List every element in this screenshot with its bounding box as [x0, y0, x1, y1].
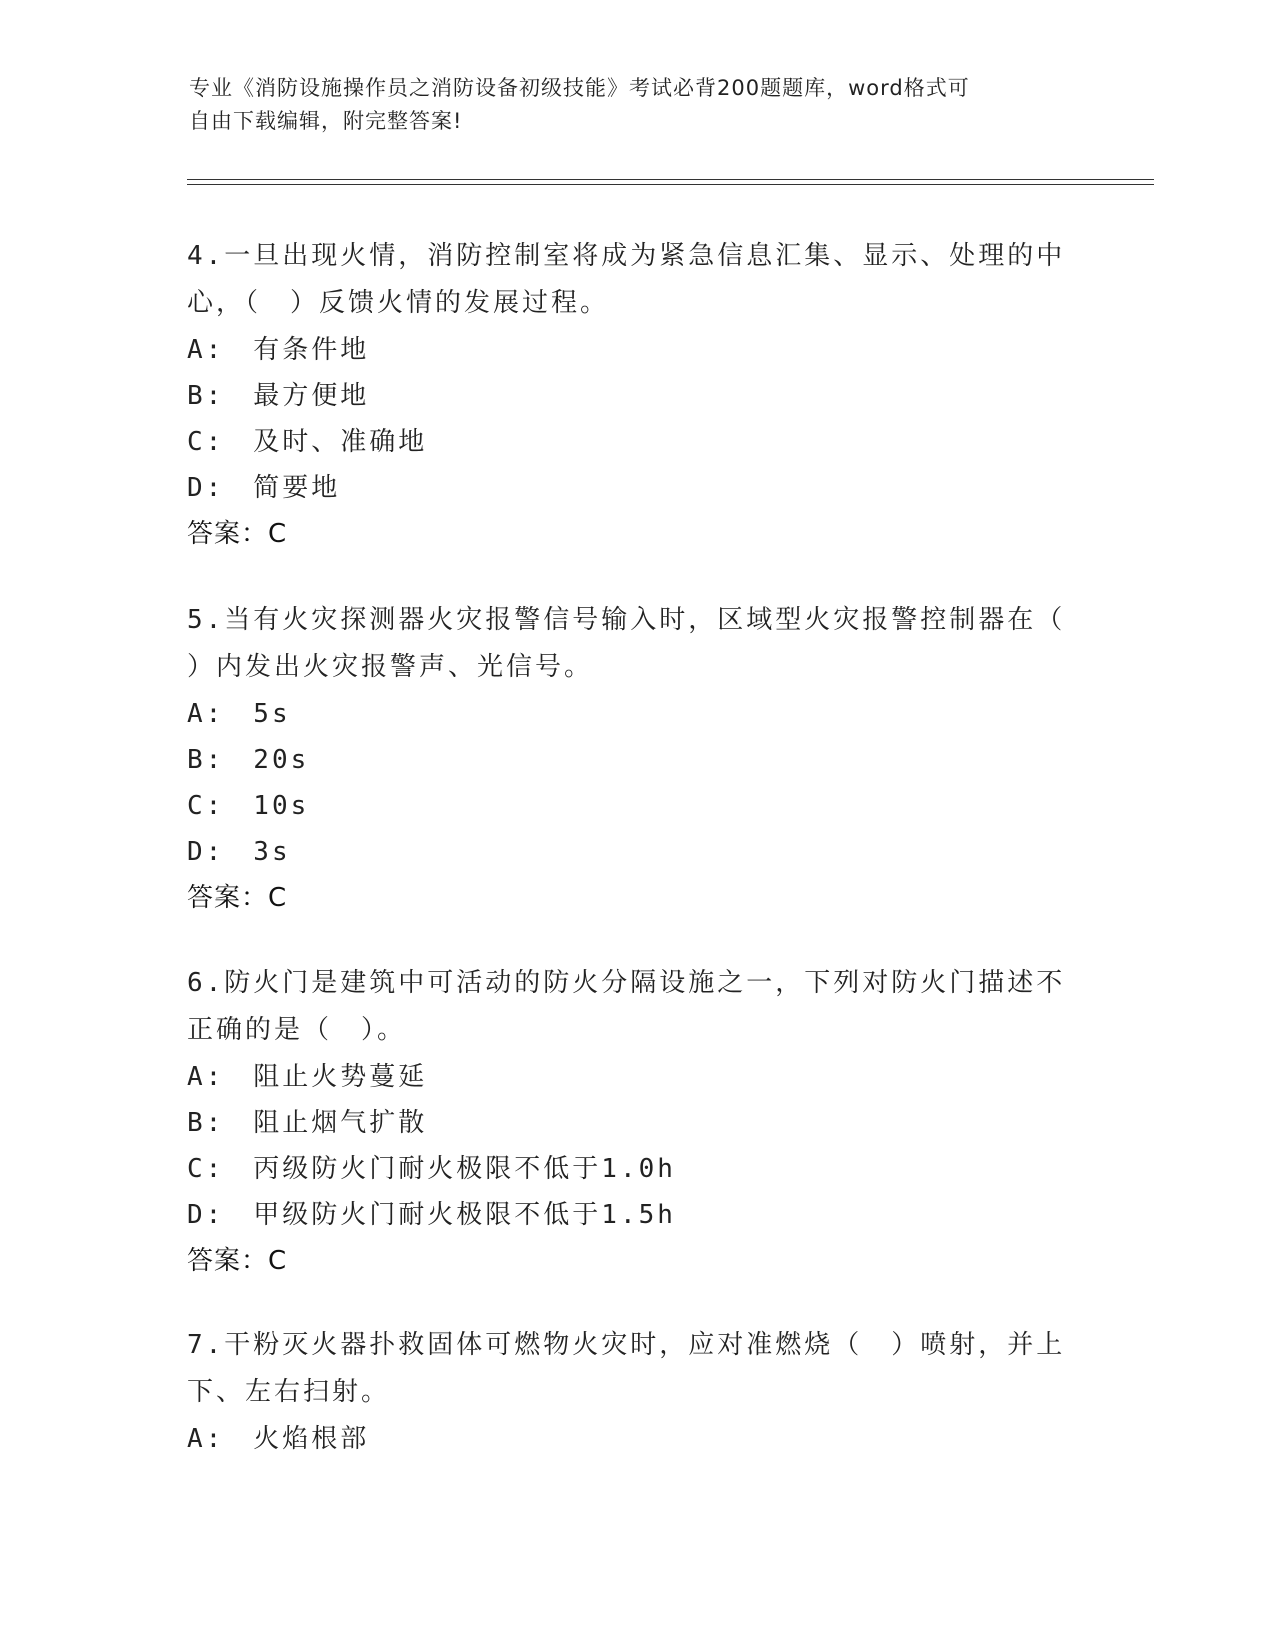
- option-a: A: 有条件地: [187, 335, 370, 365]
- question-stem-line-2: 下、左右扫射。: [187, 1377, 391, 1407]
- question-7: [187, 1322, 1067, 1462]
- answer-line: 答案：C: [187, 519, 288, 549]
- option-c: C: 及时、准确地: [187, 427, 428, 457]
- option-b: B: 阻止烟气扩散: [187, 1108, 428, 1138]
- option-d: D: 简要地: [187, 473, 341, 503]
- option-b: B: 最方便地: [187, 381, 370, 411]
- option-c: C: 丙级防火门耐火极限不低于1.0h: [187, 1154, 676, 1184]
- option-a: A: 阻止火势蔓延: [187, 1062, 428, 1092]
- option-a: A: 火焰根部: [187, 1424, 370, 1454]
- question-stem-line-2: 心，（ ）反馈火情的发展过程。: [187, 288, 610, 318]
- option-c: C: 10s: [187, 791, 310, 821]
- question-stem-line-1: 4.一旦出现火情，消防控制室将成为紧急信息汇集、显示、处理的中: [187, 241, 1066, 271]
- header-line-2: 自由下载编辑，附完整答案!: [189, 109, 463, 133]
- question-stem-line-1: 7.干粉灭火器扑救固体可燃物火灾时，应对准燃烧（ ）喷射，并上: [187, 1330, 1066, 1360]
- option-a: A: 5s: [187, 699, 291, 729]
- option-d: D: 甲级防火门耐火极限不低于1.5h: [187, 1200, 676, 1230]
- question-stem-line-2: 正确的是（ ）。: [187, 1015, 407, 1045]
- header-divider-top: [187, 179, 1154, 180]
- document-header: [189, 72, 1069, 138]
- option-d: D: 3s: [187, 837, 291, 867]
- question-stem-line-1: 5.当有火灾探测器火灾报警信号输入时，区域型火灾报警控制器在（: [187, 605, 1066, 635]
- header-line-1: 专业《消防设施操作员之消防设备初级技能》考试必背200题题库，word格式可: [189, 76, 970, 100]
- answer-line: 答案：C: [187, 883, 288, 913]
- question-5: [187, 597, 1067, 921]
- header-divider-bottom: [187, 184, 1154, 185]
- answer-line: 答案：C: [187, 1246, 288, 1276]
- question-stem-line-1: 6.防火门是建筑中可活动的防火分隔设施之一，下列对防火门描述不: [187, 968, 1066, 998]
- question-4: [187, 233, 1067, 557]
- option-b: B: 20s: [187, 745, 310, 775]
- question-stem-line-2: ）内发出火灾报警声、光信号。: [187, 652, 594, 682]
- question-6: [187, 960, 1067, 1284]
